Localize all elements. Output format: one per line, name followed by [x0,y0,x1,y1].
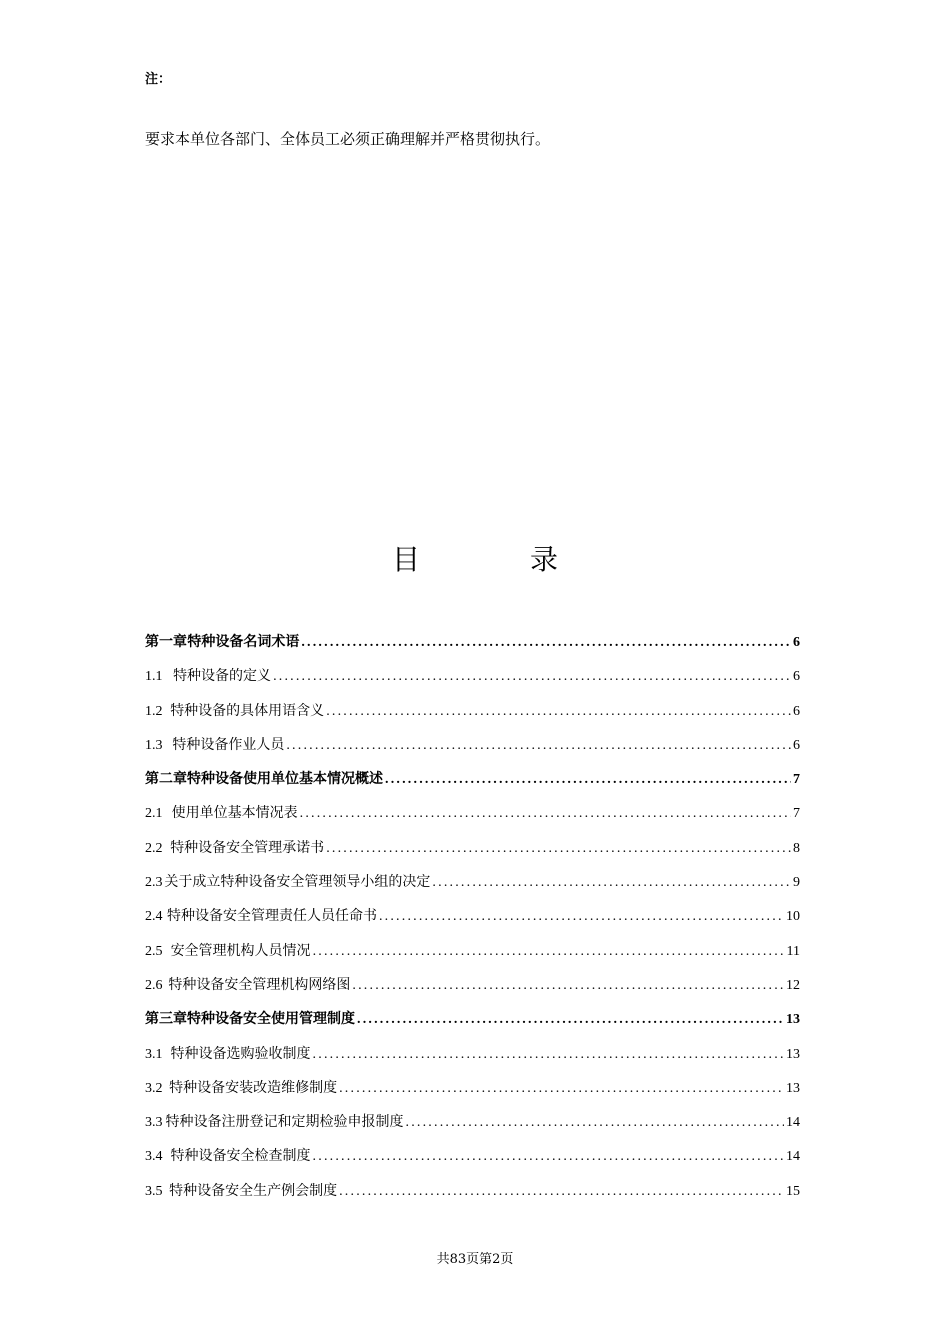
toc-entry-title: 关于成立特种设备安全管理领导小组的决定 [164,874,431,891]
toc-entry-title: 特种设备的定义 [173,668,272,685]
toc-entry-page: 13 [786,1080,800,1096]
toc-entry-page: 14 [786,1115,800,1131]
toc-entry-page: 12 [786,977,800,993]
page-footer: 共83页第2页 [436,1252,514,1267]
toc-entry-page: 8 [793,840,800,856]
toc-entry-title: 使用单位基本情况表 [171,805,298,822]
toc-entry[interactable] [145,632,800,666]
toc-entry-number: 2.3 [145,875,163,891]
toc-entry-number: 3.3 [145,1115,163,1131]
note-text: 要求本单位各部门、全体员工必须正确理解并严格贯彻执行。 [145,130,551,148]
toc-dot-leader [379,907,784,927]
toc-entry[interactable] [145,1181,800,1215]
toc-entry-number: 1.3 [145,737,163,753]
toc-entry-title: 特种设备安全管理机构网络图 [168,976,351,993]
toc-entry-title: 特种设备安全管理承诺书 [170,839,325,856]
toc-dot-leader [313,942,785,962]
toc-entry-title: 特种设备名词术语 [187,634,300,650]
toc-dot-leader [313,1147,784,1167]
toc-entry[interactable] [145,803,800,837]
toc-entry-number: 2.6 [145,977,163,993]
toc-entry-page: 6 [793,669,800,685]
toc-entry-page: 9 [793,875,800,891]
toc-entry-title: 特种设备作业人员 [172,736,285,753]
toc-entry-title: 特种设备安装改造维修制度 [169,1079,338,1096]
toc-entry[interactable] [145,701,800,735]
toc-dot-leader [357,1010,784,1030]
toc-entry-title: 特种设备安全生产例会制度 [169,1182,338,1199]
toc-entry[interactable] [145,975,800,1009]
toc-entry-title: 特种设备安全检查制度 [170,1148,311,1165]
toc-title-right: 录 [530,543,559,576]
toc-dot-leader [339,1182,784,1202]
toc-entry-number: 3.2 [145,1080,163,1096]
toc-entry-title: 特种设备使用单位基本情况概述 [187,771,383,788]
toc-entry[interactable] [145,735,800,769]
toc-entry[interactable] [145,666,800,700]
toc-entry-page: 6 [793,703,800,719]
toc-list [145,632,800,1215]
toc-dot-leader [406,1113,785,1133]
toc-entry-number: 3.4 [145,1149,163,1165]
toc-entry-number: 第二章 [145,771,187,788]
toc-entry-page: 13 [786,1046,800,1062]
toc-entry-number: 1.2 [145,703,163,719]
toc-dot-leader [301,633,791,653]
toc-entry-page: 6 [793,737,800,753]
toc-title-left: 目 [391,543,420,576]
toc-dot-leader [313,1045,784,1065]
toc-entry[interactable] [145,1112,800,1146]
toc-dot-leader [326,839,791,859]
toc-entry-page: 15 [786,1183,800,1199]
toc-entry[interactable] [145,941,800,975]
toc-entry-title: 特种设备的具体用语含义 [170,702,325,719]
toc-entry-number: 1.1 [145,669,163,685]
toc-entry-page: 13 [786,1012,800,1028]
toc-dot-leader [339,1079,784,1099]
toc-entry[interactable] [145,1044,800,1078]
toc-dot-leader [300,804,791,824]
toc-entry[interactable] [145,838,800,872]
toc-entry[interactable] [145,1078,800,1112]
toc-entry-page: 14 [786,1149,800,1165]
toc-dot-leader [286,736,791,756]
toc-entry-page: 7 [793,806,800,822]
toc-entry-title: 特种设备选购验收制度 [170,1045,311,1062]
toc-entry-title: 特种设备注册登记和定期检验申报制度 [165,1114,404,1131]
toc-entry[interactable] [145,1146,800,1180]
toc-entry-number: 第三章 [145,1011,187,1028]
toc-entry-number: 2.5 [145,943,163,959]
toc-entry-title: 特种设备安全使用管理制度 [187,1011,355,1028]
toc-entry-page: 11 [786,943,800,959]
toc-entry-page: 6 [793,635,800,650]
toc-entry[interactable] [145,1009,800,1043]
toc-entry[interactable] [145,906,800,940]
toc-entry-number: 3.5 [145,1183,163,1199]
toc-entry-title: 安全管理机构人员情况 [170,942,311,959]
toc-entry[interactable] [145,872,800,906]
toc-entry-number: 第一章 [145,634,187,650]
note-label: 注： [145,72,172,87]
toc-dot-leader [432,873,791,893]
toc-entry-number: 2.4 [145,909,163,925]
toc-entry-page: 10 [786,909,800,925]
toc-entry-number: 2.2 [145,840,163,856]
toc-title [0,538,950,578]
toc-dot-leader [385,770,791,790]
toc-dot-leader [273,667,791,687]
toc-dot-leader [352,976,784,996]
toc-dot-leader [326,702,791,722]
toc-entry[interactable] [145,769,800,803]
toc-entry-page: 7 [793,772,800,788]
toc-entry-title: 特种设备安全管理责任人员任命书 [166,908,377,925]
toc-entry-number: 2.1 [145,806,163,822]
toc-entry-number: 3.1 [145,1046,163,1062]
